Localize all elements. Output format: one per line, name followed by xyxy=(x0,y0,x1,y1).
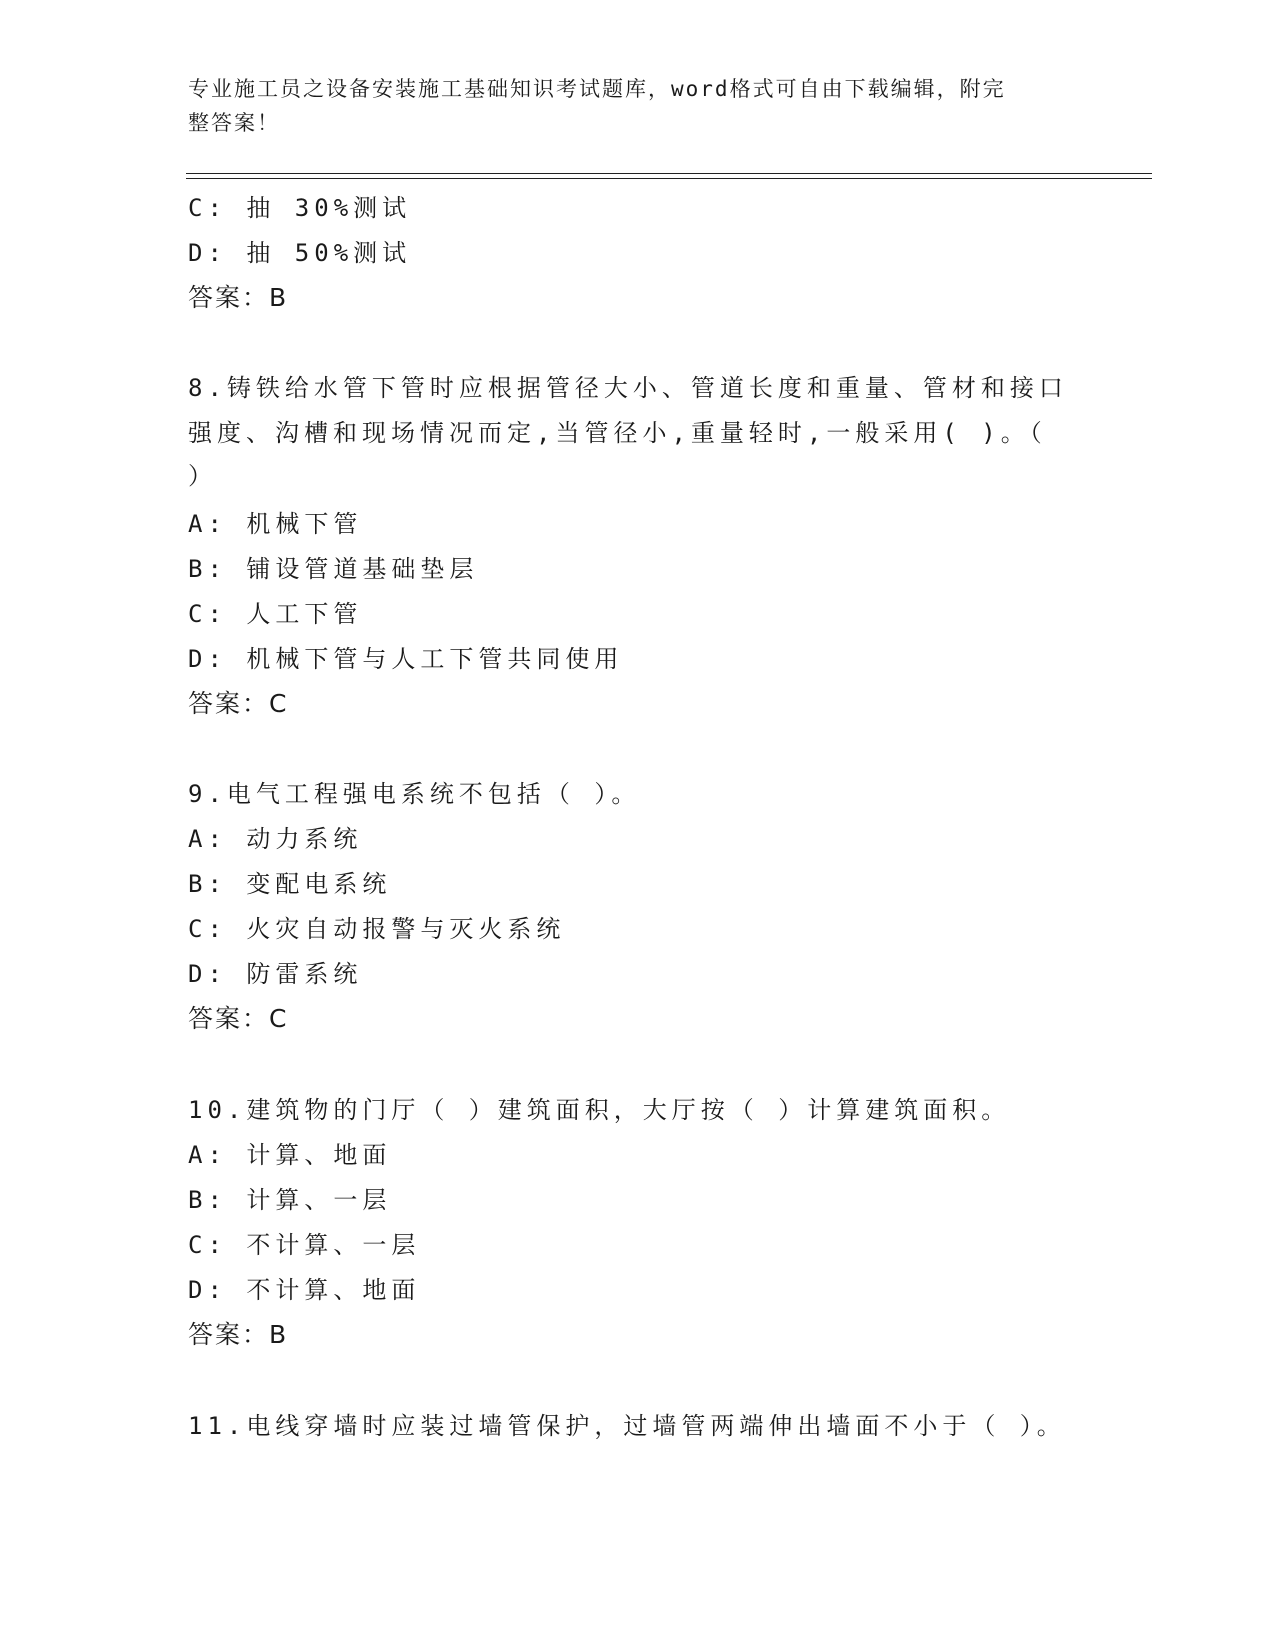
header-title-line-1: 专业施工员之设备安装施工基础知识考试题库，word格式可自由下载编辑，附完 xyxy=(188,77,1006,101)
q10-answer: 答案：B xyxy=(188,1320,289,1349)
q8-stem-line-3: ） xyxy=(188,462,217,490)
q9-option-c: C: 火灾自动报警与灭火系统 xyxy=(188,915,566,943)
q7-answer: 答案：B xyxy=(188,283,289,312)
q8-option-d: D: 机械下管与人工下管共同使用 xyxy=(188,645,624,673)
q9-stem-line-1: 9.电气工程强电系统不包括（ ）。 xyxy=(188,780,641,808)
q9-option-d: D: 防雷系统 xyxy=(188,960,363,988)
q10-option-b: B: 计算、一层 xyxy=(188,1186,392,1214)
header-rule-bottom xyxy=(186,178,1152,179)
q7-option-c: C: 抽 30%测试 xyxy=(188,194,412,222)
q8-stem-line-2: 强度、沟槽和现场情况而定,当管径小,重量轻时,一般采用( )。（ xyxy=(188,419,1047,447)
q8-option-a: A: 机械下管 xyxy=(188,510,363,538)
q8-stem-line-1: 8.铸铁给水管下管时应根据管径大小、管道长度和重量、管材和接口 xyxy=(188,374,1068,402)
document-header xyxy=(188,72,1068,140)
q9-option-b: B: 变配电系统 xyxy=(188,870,392,898)
q10-option-d: D: 不计算、地面 xyxy=(188,1276,421,1304)
q8-option-c: C: 人工下管 xyxy=(188,600,363,628)
q7-option-d: D: 抽 50%测试 xyxy=(188,239,412,267)
q9-option-a: A: 动力系统 xyxy=(188,825,363,853)
header-rule-top xyxy=(186,173,1152,174)
q8-option-b: B: 铺设管道基础垫层 xyxy=(188,555,479,583)
q10-option-a: A: 计算、地面 xyxy=(188,1141,392,1169)
q9-answer: 答案：C xyxy=(188,1004,289,1033)
q10-stem-line-1: 10.建筑物的门厅（ ）建筑面积，大厅按（ ）计算建筑面积。 xyxy=(188,1096,1011,1124)
header-title-line-2: 整答案！ xyxy=(188,111,280,135)
q10-option-c: C: 不计算、一层 xyxy=(188,1231,421,1259)
q8-answer: 答案：C xyxy=(188,689,289,718)
q11-stem-line-1: 11.电线穿墙时应装过墙管保护，过墙管两端伸出墙面不小于（ ）。 xyxy=(188,1412,1066,1440)
